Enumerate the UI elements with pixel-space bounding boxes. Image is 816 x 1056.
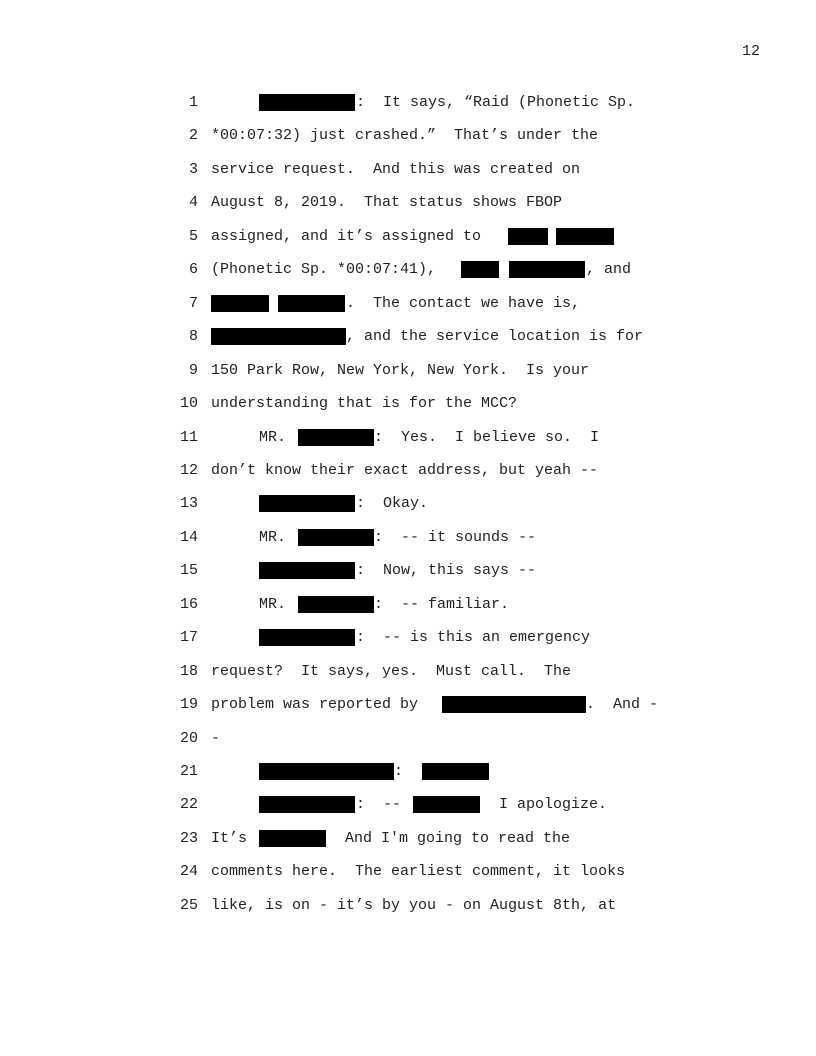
redaction-block — [259, 830, 326, 847]
line-text: (Phonetic Sp. *00:07:41), — [211, 261, 437, 279]
redaction-block — [278, 295, 345, 312]
line-number: 18 — [179, 662, 198, 680]
redaction-block — [298, 429, 374, 446]
line-text: assigned, and it’s assigned to — [211, 227, 482, 245]
line-number: 7 — [188, 294, 198, 312]
line-text: *00:07:32) just crashed.” That’s under the — [211, 127, 599, 145]
line-number: 14 — [179, 528, 198, 546]
line-number: 25 — [179, 896, 198, 914]
line-text: It’s — [211, 829, 248, 847]
line-number: 5 — [188, 227, 198, 245]
redaction-block — [413, 796, 480, 813]
line-text: : Yes. I believe so. I — [374, 428, 600, 446]
redaction-block — [259, 763, 394, 780]
line-text: request? It says, yes. Must call. The — [211, 662, 572, 680]
transcript-line — [0, 227, 816, 247]
line-text: - — [211, 729, 221, 747]
line-text: comments here. The earliest comment, it looks — [211, 863, 626, 881]
line-number: 6 — [188, 261, 198, 279]
line-text: , and — [586, 261, 632, 279]
redaction-block — [556, 228, 614, 245]
redaction-block — [259, 495, 355, 512]
redaction-block — [461, 261, 499, 278]
redaction-block — [259, 629, 355, 646]
line-text: service request. And this was created on — [211, 160, 581, 178]
line-text: : -- is this an emergency — [356, 629, 591, 647]
line-number: 22 — [179, 796, 198, 814]
transcript-line — [0, 461, 816, 481]
redaction-block — [442, 696, 586, 713]
line-number: 20 — [179, 729, 198, 747]
redaction-block — [422, 763, 489, 780]
transcript-line — [0, 294, 816, 314]
transcript-line — [0, 561, 816, 581]
line-number: 2 — [188, 127, 198, 145]
transcript-line — [0, 394, 816, 414]
line-text: . And - — [586, 696, 659, 714]
transcript-line — [0, 260, 816, 280]
line-number: 10 — [179, 395, 198, 413]
transcript-line — [0, 762, 816, 782]
line-text: I apologize. — [499, 796, 608, 814]
line-number: 16 — [179, 595, 198, 613]
line-text: MR. — [259, 528, 287, 546]
line-text: : Now, this says -- — [356, 562, 537, 580]
transcript-line — [0, 896, 816, 916]
transcript-line — [0, 795, 816, 815]
line-text: MR. — [259, 595, 287, 613]
line-text: : — [394, 763, 404, 780]
line-text: , and the service location is for — [346, 328, 644, 346]
redaction-block — [298, 529, 374, 546]
redaction-block — [298, 596, 374, 613]
line-text: understanding that is for the MCC? — [211, 395, 518, 413]
line-number: 9 — [188, 361, 198, 379]
transcript-line — [0, 126, 816, 146]
line-text: MR. — [259, 428, 287, 446]
line-text: : It says, “Raid (Phonetic Sp. — [356, 94, 636, 111]
transcript-line — [0, 862, 816, 882]
redaction-block — [259, 94, 355, 111]
line-number: 23 — [179, 829, 198, 847]
line-number: 3 — [188, 160, 198, 178]
redaction-block — [509, 261, 585, 278]
line-text: And I'm going to read the — [345, 829, 571, 847]
redaction-block — [508, 228, 548, 245]
line-number: 17 — [179, 629, 198, 647]
redaction-block — [211, 295, 269, 312]
line-number: 19 — [179, 696, 198, 714]
transcript-line — [0, 729, 816, 749]
redaction-block — [259, 796, 355, 813]
transcript-line — [0, 361, 816, 381]
transcript-line — [0, 428, 816, 448]
transcript-line — [0, 93, 816, 113]
transcript-line — [0, 494, 816, 514]
line-number: 24 — [179, 863, 198, 881]
transcript-line — [0, 662, 816, 682]
line-number: 15 — [179, 562, 198, 580]
transcript-line — [0, 193, 816, 213]
line-text: don’t know their exact address, but yeah -- — [211, 461, 599, 479]
line-number: 11 — [179, 428, 198, 446]
line-text: problem was reported by — [211, 696, 419, 714]
line-number: 4 — [188, 194, 198, 212]
redaction-block — [259, 562, 355, 579]
line-text: : -- — [356, 796, 402, 814]
transcript-line — [0, 595, 816, 615]
redaction-block — [211, 328, 346, 345]
line-text: : -- it sounds -- — [374, 528, 537, 546]
line-text: . The contact we have is, — [346, 294, 581, 312]
transcript-line — [0, 829, 816, 849]
line-text: : -- familiar. — [374, 595, 510, 613]
line-number: 8 — [188, 328, 198, 346]
line-number: 12 — [179, 461, 198, 479]
line-number: 13 — [179, 495, 198, 513]
transcript-line — [0, 327, 816, 347]
transcript-line — [0, 528, 816, 548]
page-number: 12 — [742, 43, 761, 60]
line-number: 21 — [179, 763, 198, 780]
transcript-line — [0, 628, 816, 648]
transcript-line — [0, 160, 816, 180]
line-text: : Okay. — [356, 495, 429, 513]
line-number: 1 — [188, 94, 198, 111]
transcript-line — [0, 695, 816, 715]
line-text: August 8, 2019. That status shows FBOP — [211, 194, 563, 212]
line-text: 150 Park Row, New York, New York. Is your — [211, 361, 590, 379]
line-text: like, is on - it’s by you - on August 8th, at — [211, 896, 617, 914]
